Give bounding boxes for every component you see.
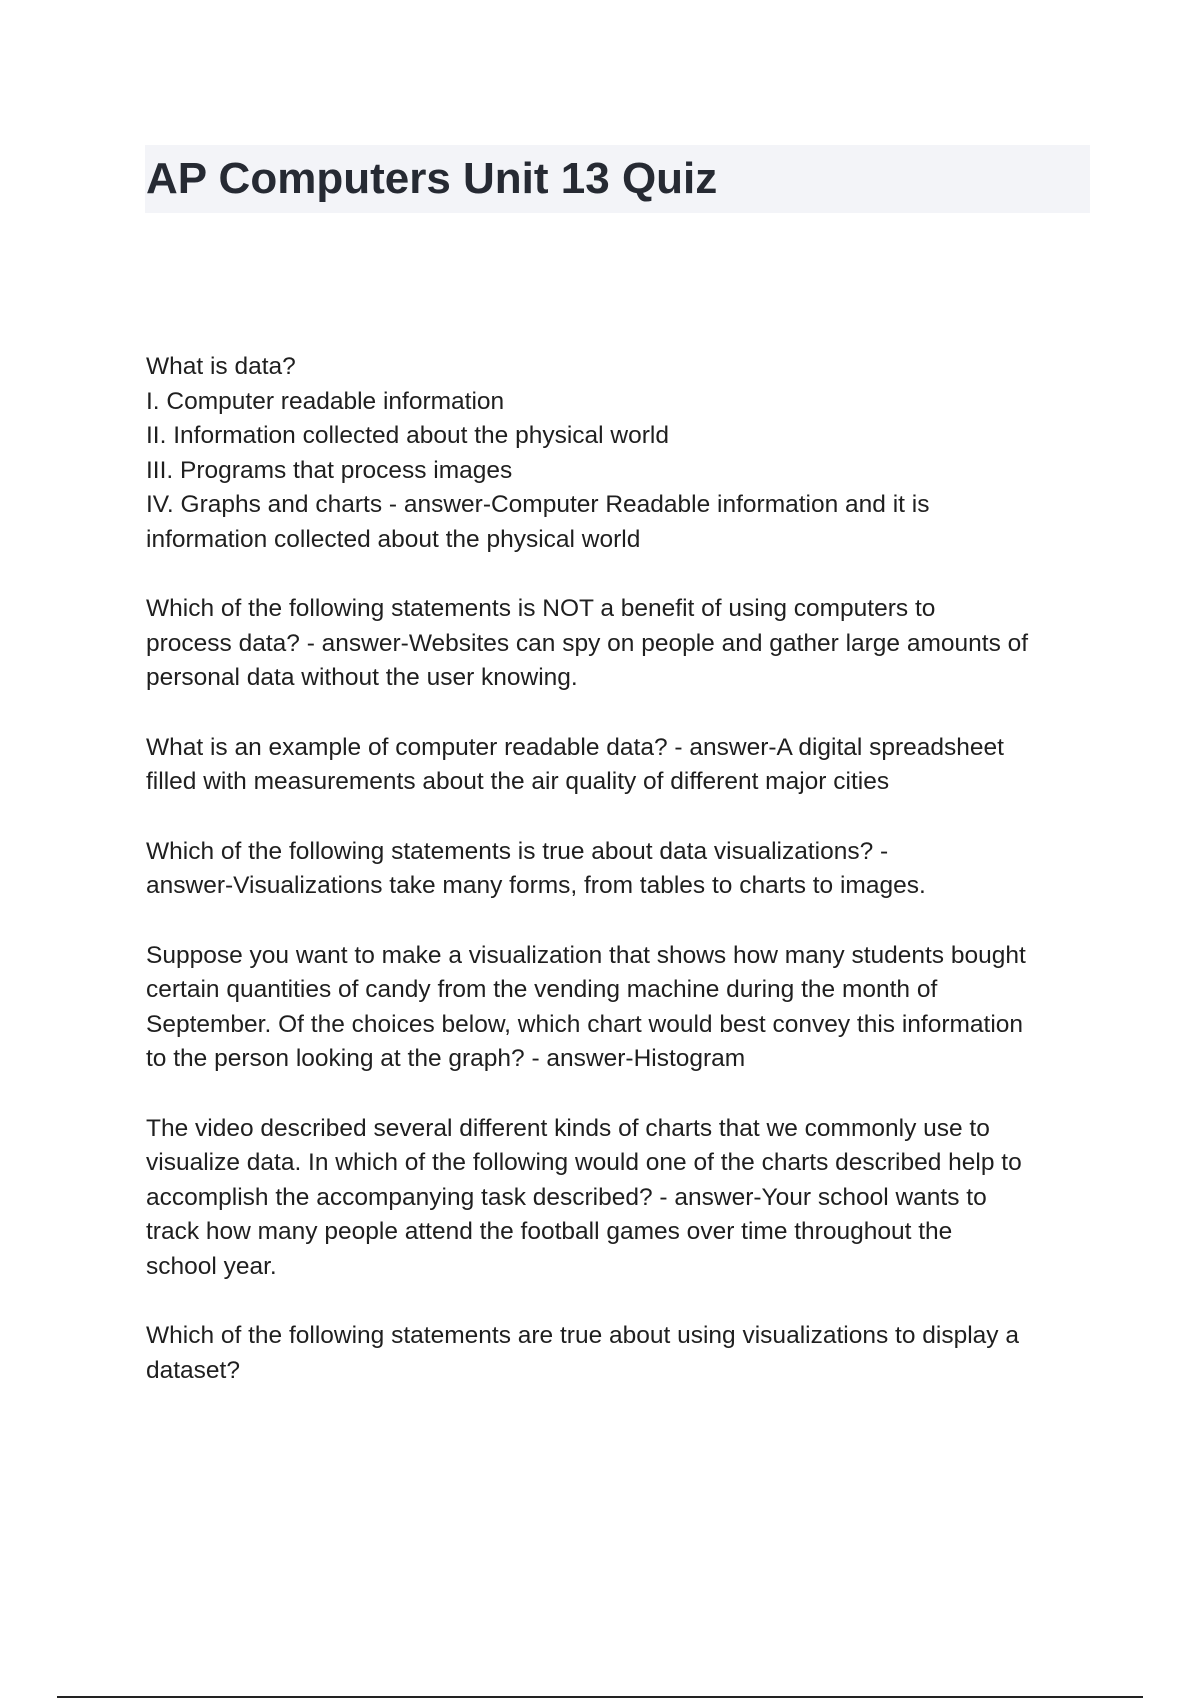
question-block-4 <box>146 835 1096 904</box>
text-line: personal data without the user knowing. <box>146 664 578 691</box>
text-line: certain quantities of candy from the vending machine during the month of <box>146 976 938 1003</box>
text-line: Which of the following statements are true about using visualizations to display a <box>146 1322 1019 1349</box>
question-block-5 <box>146 939 1096 1077</box>
quiz-content <box>146 350 1096 1423</box>
text-line: accomplish the accompanying task described? - answer-Your school wants to <box>146 1183 987 1211</box>
text-line: I. Computer readable information <box>146 387 505 415</box>
text-line: visualize data. In which of the following would one of the charts described help to <box>146 1149 1022 1176</box>
question-block-1 <box>146 350 1096 557</box>
text-line: filled with measurements about the air quality of different major cities <box>146 768 890 795</box>
text-line: information collected about the physical world <box>146 525 641 553</box>
question-block-6 <box>146 1112 1096 1285</box>
question-block-3 <box>146 731 1096 800</box>
text-line: Which of the following statements is NOT a benefit of using computers to <box>146 595 936 622</box>
text-line: process data? - answer-Websites can spy on people and gather large amounts of <box>146 629 1029 657</box>
text-line: school year. <box>146 1252 277 1280</box>
text-line: Which of the following statements is true about data visualizations? - <box>146 837 889 865</box>
text-line: II. Information collected about the physical world <box>146 422 669 449</box>
text-line: Suppose you want to make a visualization that shows how many students bought <box>146 941 1026 969</box>
text-line: III. Programs that process images <box>146 456 513 484</box>
text-line: September. Of the choices below, which chart would best convey this information <box>146 1010 1024 1038</box>
text-line: IV. Graphs and charts - answer-Computer Readable information and it is <box>146 491 930 518</box>
document-title: AP Computers Unit 13 Quiz <box>146 154 718 203</box>
text-line: The video described several different kinds of charts that we commonly use to <box>146 1114 990 1142</box>
question-block-2 <box>146 592 1096 696</box>
text-line: dataset? <box>146 1356 240 1384</box>
text-line: What is an example of computer readable data? - answer-A digital spreadsheet <box>146 733 1004 761</box>
text-line: to the person looking at the graph? - answer-Histogram <box>146 1045 746 1072</box>
question-block-7 <box>146 1319 1096 1388</box>
text-line: What is data? <box>146 353 296 380</box>
text-line: track how many people attend the football games over time throughout the <box>146 1218 953 1245</box>
footer-divider <box>57 1696 1143 1698</box>
text-line: answer-Visualizations take many forms, from tables to charts to images. <box>146 872 926 899</box>
